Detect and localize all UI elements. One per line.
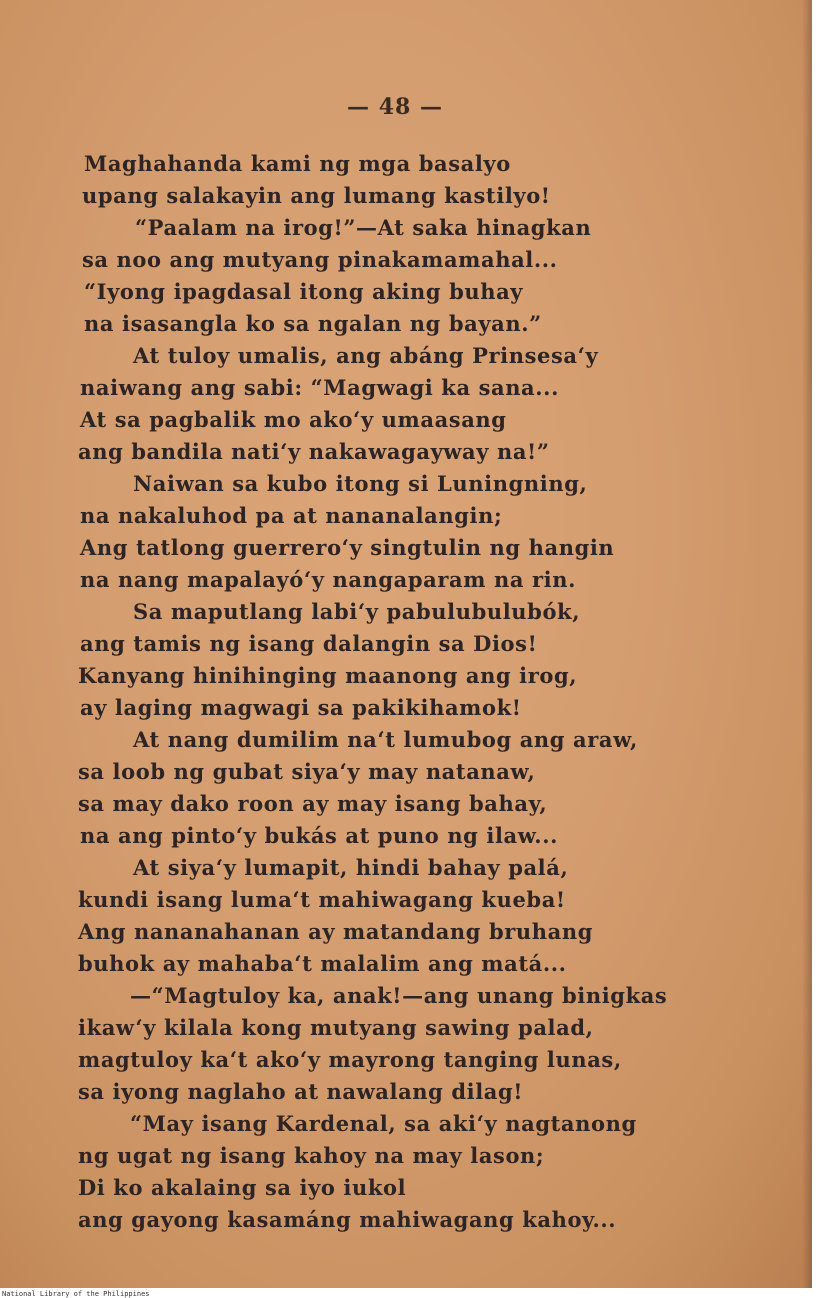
verse-line: naiwang ang sabi: “Magwagi ka sana... [80,375,560,400]
verse-line: Ang tatlong guerrero‘y singtulin ng hangin [80,535,615,560]
verse-line: na isasangla ko sa ngalan ng bayan.” [84,311,542,336]
verse-line: na nakaluhod pa at nananalangin; [80,503,503,528]
verse-line: sa iyong naglaho at nawalang dilag! [78,1079,524,1104]
verse-line: At siya‘y lumapit, hindi bahay palá, [133,855,569,880]
verse-line: na nang mapalayó‘y nangaparam na rin. [80,567,576,592]
verse-line: na ang pinto‘y bukás at puno ng ilaw... [80,823,559,848]
verse-line: Ang nananahanan ay matandang bruhang [78,919,594,944]
verse-line: At tuloy umalis, ang abáng Prinsesa‘y [133,343,599,368]
verse-line: magtuloy ka‘t ako‘y mayrong tanging lunas, [78,1047,622,1072]
verse-line: —“Magtuloy ka, anak!—ang unang binigkas [130,983,668,1008]
verse-line: ang bandila nati‘y nakawagayway na!” [78,439,550,464]
verse-line: ang gayong kasamáng mahiwagang kahoy... [78,1207,617,1232]
verse-line: At nang dumilim na‘t lumubog ang araw, [133,727,638,752]
verse-line: ay laging magwagi sa pakikihamok! [80,695,522,720]
verse-line: “Paalam na irog!”—At saka hinagkan [135,215,592,240]
verse-line: Kanyang hinihinging maanong ang irog, [78,663,578,688]
verse-line: At sa pagbalik mo ako‘y umaasang [80,407,507,432]
verse-line: buhok ay mahaba‘t malalim ang matá... [78,951,567,976]
page-number: — 48 — [347,94,443,120]
verse-line: sa noo ang mutyang pinakamamahal... [82,247,558,272]
verse-line: ikaw‘y kilala kong mutyang sawing palad, [78,1015,594,1040]
verse-line: ang tamis ng isang dalangin sa Dios! [80,631,538,656]
verse-line: “Iyong ipagdasal itong aking buhay [84,279,524,304]
library-credit: National Library of the Philippines [2,1290,150,1298]
verse-line: sa may dako roon ay may isang bahay, [78,791,548,816]
verse-line: upang salakayin ang lumang kastilyo! [82,183,551,208]
verse-line: sa loob ng gubat siya‘y may natanaw, [78,759,536,784]
verse-line: “May isang Kardenal, sa aki‘y nagtanong [130,1111,637,1136]
verse-line: Di ko akalaing sa iyo iukol [78,1175,407,1200]
verse-line: Naiwan sa kubo itong si Luningning, [133,471,588,496]
verse-line: Maghahanda kami ng mga basalyo [84,151,511,176]
verse-line: kundi isang luma‘t mahiwagang kueba! [78,887,566,912]
verse-line: ng ugat ng isang kahoy na may lason; [78,1143,545,1168]
verse-line: Sa maputlang labi‘y pabulubulubók, [133,599,581,624]
